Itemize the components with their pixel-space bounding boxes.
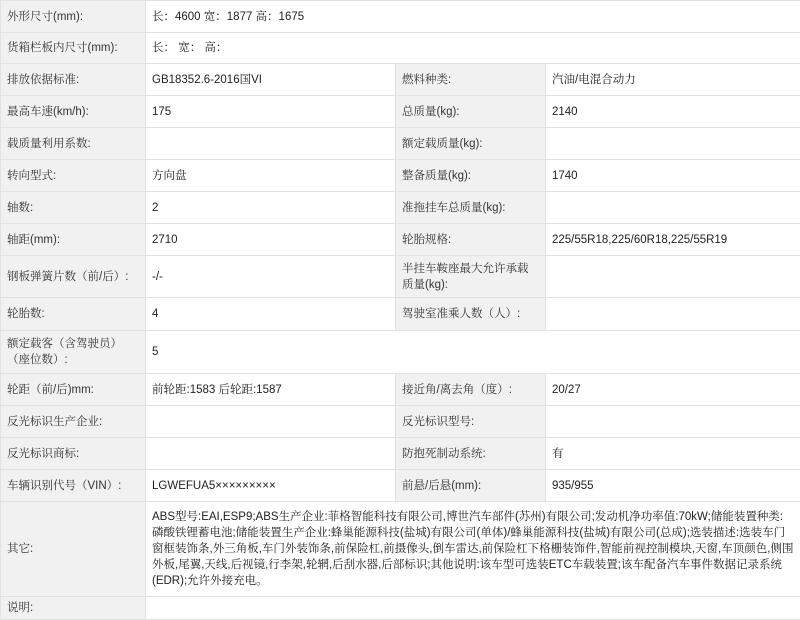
spec-value: 汽油/电混合动力 <box>546 64 800 96</box>
spec-value <box>146 406 396 438</box>
spec-row <box>1 470 800 502</box>
spec-label: 防抱死制动系统: <box>396 438 546 470</box>
spec-label: 外形尺寸(mm): <box>1 1 146 33</box>
spec-label: 轮胎数: <box>1 298 146 331</box>
spec-label: 排放依据标准: <box>1 64 146 96</box>
spec-value: 175 <box>146 96 396 128</box>
spec-value: 20/27 <box>546 374 800 406</box>
spec-label: 总质量(kg): <box>396 96 546 128</box>
spec-value: 方向盘 <box>146 160 396 192</box>
spec-value: LGWEFUA5××××××××× <box>146 470 396 502</box>
spec-label: 燃料种类: <box>396 64 546 96</box>
spec-value <box>146 438 396 470</box>
spec-row <box>1 160 800 192</box>
spec-row <box>1 331 800 374</box>
spec-label: 其它: <box>1 502 146 597</box>
spec-row <box>1 438 800 470</box>
spec-value <box>546 192 800 224</box>
spec-value: 5 <box>146 331 800 374</box>
spec-value <box>546 256 800 298</box>
spec-value: 长：4600 宽：1877 高：1675 <box>146 1 800 33</box>
spec-label: 驾驶室准乘人数（人）: <box>396 298 546 331</box>
spec-label: 额定载质量(kg): <box>396 128 546 160</box>
spec-label: 说明: <box>1 597 146 620</box>
spec-label: 接近角/离去角（度）: <box>396 374 546 406</box>
spec-label: 转向型式: <box>1 160 146 192</box>
spec-value: GB18352.6-2016国VI <box>146 64 396 96</box>
spec-row <box>1 406 800 438</box>
spec-label: 轴数: <box>1 192 146 224</box>
spec-label: 货箱栏板内尺寸(mm): <box>1 33 146 64</box>
spec-row <box>1 192 800 224</box>
spec-value <box>546 128 800 160</box>
spec-value: 有 <box>546 438 800 470</box>
spec-row <box>1 256 800 298</box>
spec-label: 额定载客（含驾驶员）（座位数）: <box>1 331 146 374</box>
spec-value: 2 <box>146 192 396 224</box>
spec-label: 载质量利用系数: <box>1 128 146 160</box>
spec-row <box>1 298 800 331</box>
spec-row <box>1 374 800 406</box>
spec-value <box>146 128 396 160</box>
spec-row <box>1 597 800 620</box>
spec-value: 2710 <box>146 224 396 256</box>
spec-label: 轮距（前/后)mm: <box>1 374 146 406</box>
spec-row <box>1 224 800 256</box>
spec-row <box>1 96 800 128</box>
spec-label: 轮胎规格: <box>396 224 546 256</box>
spec-row <box>1 502 800 597</box>
spec-label: 半挂车鞍座最大允许承载质量(kg): <box>396 256 546 298</box>
spec-value: 2140 <box>546 96 800 128</box>
spec-label: 车辆识别代号（VIN）: <box>1 470 146 502</box>
spec-value: 1740 <box>546 160 800 192</box>
spec-value: 935/955 <box>546 470 800 502</box>
spec-label: 前悬/后悬(mm): <box>396 470 546 502</box>
spec-row <box>1 128 800 160</box>
spec-row <box>1 64 800 96</box>
spec-value: 225/55R18,225/60R18,225/55R19 <box>546 224 800 256</box>
spec-label: 整备质量(kg): <box>396 160 546 192</box>
spec-label: 准拖挂车总质量(kg): <box>396 192 546 224</box>
spec-value: 前轮距:1583 后轮距:1587 <box>146 374 396 406</box>
spec-value: 长： 宽： 高： <box>146 33 800 64</box>
spec-label: 反光标识商标: <box>1 438 146 470</box>
spec-value: 4 <box>146 298 396 331</box>
spec-label: 反光标识型号: <box>396 406 546 438</box>
spec-table-body <box>1 1 800 620</box>
spec-value: -/- <box>146 256 396 298</box>
spec-value <box>546 298 800 331</box>
spec-value <box>546 406 800 438</box>
spec-label: 最高车速(km/h): <box>1 96 146 128</box>
spec-label: 钢板弹簧片数（前/后）: <box>1 256 146 298</box>
spec-label: 轴距(mm): <box>1 224 146 256</box>
spec-value: ABS型号:EAI,ESP9;ABS生产企业:菲格智能科技有限公司,博世汽车部件(苏州)有限公司;发动机净功率值:70kW;储能装置种类:磷酸铁锂蓄电池;储能装置生产企业:蜂巢能源科技(盐城)有限公司(单体)/蜂巢能源科技(盐城)有限公司(总成);选装描述:选装车门窗框装饰条,外三角板,车门外装饰条,前保险杠,前摄像头,倒车雷达,前保险杠下格栅装饰件,智能前视控制模块,天窗,车顶颜色,侧围外板,尾翼,天线,后视镜,行李架,轮辋,后刮水器,后部标识;其他说明:该车型可选装ETC车载装置;该车配备汽车事件数据记录系统(EDR);允许外接充电。 <box>146 502 800 597</box>
spec-row <box>1 33 800 64</box>
spec-label: 反光标识生产企业: <box>1 406 146 438</box>
spec-row <box>1 1 800 33</box>
spec-value <box>146 597 800 620</box>
